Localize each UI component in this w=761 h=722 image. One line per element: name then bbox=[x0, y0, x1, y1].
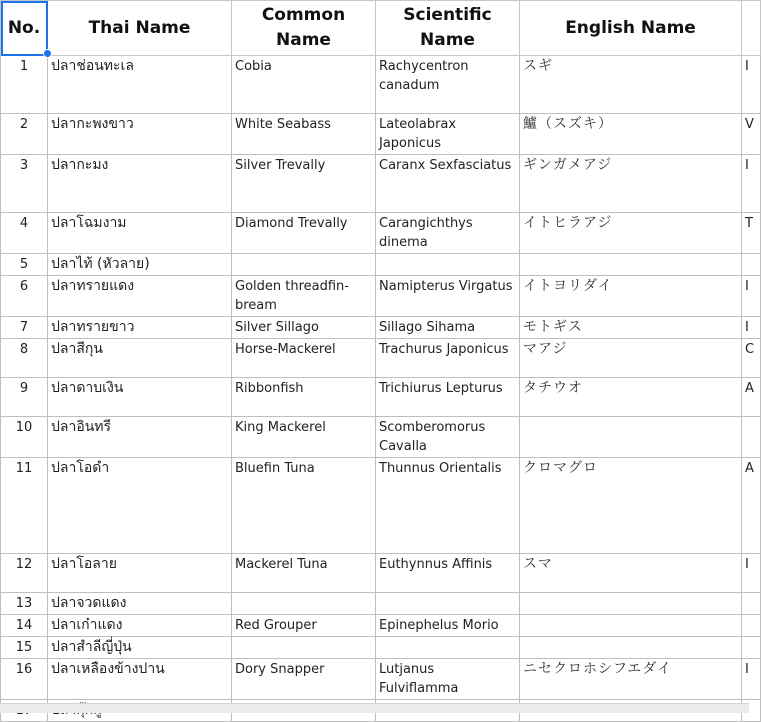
cell-no[interactable]: 3 bbox=[1, 155, 48, 213]
cell-no[interactable]: 2 bbox=[1, 114, 48, 155]
cell-extra[interactable]: I bbox=[742, 554, 761, 593]
cell-extra[interactable] bbox=[742, 254, 761, 276]
cell-no[interactable]: 16 bbox=[1, 659, 48, 700]
table-row bbox=[1, 593, 761, 615]
cell-english-name[interactable]: モトギス bbox=[520, 317, 742, 339]
cell-extra[interactable] bbox=[742, 417, 761, 458]
cell-scientific-name[interactable]: Euthynnus Affinis bbox=[376, 554, 520, 593]
cell-thai-name[interactable]: ปลาไท้ (หัวลาย) bbox=[48, 254, 232, 276]
cell-english-name[interactable] bbox=[520, 615, 742, 637]
table-row bbox=[1, 213, 761, 254]
cell-common-name[interactable] bbox=[232, 254, 376, 276]
cell-no[interactable]: 11 bbox=[1, 458, 48, 554]
cell-thai-name[interactable]: ปลาดาบเงิน bbox=[48, 378, 232, 417]
cell-english-name[interactable]: スギ bbox=[520, 56, 742, 114]
cell-english-name[interactable] bbox=[520, 417, 742, 458]
cell-english-name[interactable]: イトヨリダイ bbox=[520, 276, 742, 317]
cell-english-name[interactable]: スマ bbox=[520, 554, 742, 593]
table-row bbox=[1, 417, 761, 458]
cell-scientific-name[interactable]: Carangichthys dinema bbox=[376, 213, 520, 254]
cell-scientific-name[interactable]: Namipterus Virgatus bbox=[376, 276, 520, 317]
cell-common-name[interactable]: Diamond Trevally bbox=[232, 213, 376, 254]
table-row bbox=[1, 378, 761, 417]
cell-extra[interactable]: V bbox=[742, 114, 761, 155]
cell-scientific-name[interactable]: Rachycentron canadum bbox=[376, 56, 520, 114]
cell-no[interactable]: 15 bbox=[1, 637, 48, 659]
table-row bbox=[1, 637, 761, 659]
cell-thai-name[interactable]: ปลาช่อนทะเล bbox=[48, 56, 232, 114]
table-row bbox=[1, 339, 761, 378]
header-extra[interactable] bbox=[742, 1, 761, 56]
cell-thai-name[interactable]: ปลาอินทรี bbox=[48, 417, 232, 458]
cell-no[interactable]: 10 bbox=[1, 417, 48, 458]
cell-no[interactable]: 7 bbox=[1, 317, 48, 339]
cell-scientific-name[interactable]: Epinephelus Morio bbox=[376, 615, 520, 637]
cell-extra[interactable] bbox=[742, 593, 761, 615]
cell-thai-name[interactable]: ปลากะมง bbox=[48, 155, 232, 213]
cell-common-name[interactable]: Silver Trevally bbox=[232, 155, 376, 213]
header-english-name[interactable]: English Name bbox=[520, 1, 742, 56]
header-common-name[interactable]: Common Name bbox=[232, 1, 376, 56]
table-row bbox=[1, 615, 761, 637]
cell-scientific-name[interactable]: Thunnus Orientalis bbox=[376, 458, 520, 554]
cell-thai-name[interactable]: ปลาโอลาย bbox=[48, 554, 232, 593]
cell-english-name[interactable]: ニセクロホシフエダイ bbox=[520, 659, 742, 700]
cell-scientific-name[interactable]: Caranx Sexfasciatus bbox=[376, 155, 520, 213]
cell-common-name[interactable] bbox=[232, 637, 376, 659]
table-row bbox=[1, 56, 761, 114]
cell-no[interactable]: 8 bbox=[1, 339, 48, 378]
cell-thai-name[interactable]: ปลาทรายขาว bbox=[48, 317, 232, 339]
cell-scientific-name[interactable]: Trachurus Japonicus bbox=[376, 339, 520, 378]
table-row bbox=[1, 155, 761, 213]
cell-no[interactable]: 4 bbox=[1, 213, 48, 254]
table-row bbox=[1, 114, 761, 155]
cell-thai-name[interactable]: ปลาโฉมงาม bbox=[48, 213, 232, 254]
cell-no[interactable]: 12 bbox=[1, 554, 48, 593]
cell-no[interactable]: 14 bbox=[1, 615, 48, 637]
cell-english-name[interactable]: マアジ bbox=[520, 339, 742, 378]
cell-common-name[interactable]: Golden threadfin-bream bbox=[232, 276, 376, 317]
cell-scientific-name[interactable] bbox=[376, 637, 520, 659]
cell-scientific-name[interactable]: Lateolabrax Japonicus bbox=[376, 114, 520, 155]
cell-common-name[interactable]: Bluefin Tuna bbox=[232, 458, 376, 554]
horizontal-scrollbar[interactable] bbox=[0, 703, 749, 713]
cell-scientific-name[interactable]: Trichiurus Lepturus bbox=[376, 378, 520, 417]
cell-common-name[interactable]: Horse-Mackerel bbox=[232, 339, 376, 378]
header-no[interactable]: No. bbox=[1, 1, 48, 56]
cell-common-name[interactable] bbox=[232, 593, 376, 615]
cell-no[interactable]: 9 bbox=[1, 378, 48, 417]
cell-thai-name[interactable]: ปลาทรายแดง bbox=[48, 276, 232, 317]
selection-fill-handle[interactable] bbox=[43, 49, 52, 58]
cell-english-name[interactable] bbox=[520, 593, 742, 615]
cell-english-name[interactable]: イトヒラアジ bbox=[520, 213, 742, 254]
cell-common-name[interactable]: White Seabass bbox=[232, 114, 376, 155]
cell-no[interactable]: 13 bbox=[1, 593, 48, 615]
cell-extra[interactable]: I bbox=[742, 659, 761, 700]
cell-common-name[interactable]: Ribbonfish bbox=[232, 378, 376, 417]
header-scientific-name[interactable]: Scientific Name bbox=[376, 1, 520, 56]
cell-extra[interactable]: C bbox=[742, 339, 761, 378]
cell-scientific-name[interactable] bbox=[376, 593, 520, 615]
cell-common-name[interactable]: Mackerel Tuna bbox=[232, 554, 376, 593]
table-row bbox=[1, 458, 761, 554]
cell-extra[interactable]: I bbox=[742, 317, 761, 339]
cell-extra[interactable]: T bbox=[742, 213, 761, 254]
cell-common-name[interactable]: Silver Sillago bbox=[232, 317, 376, 339]
cell-common-name[interactable]: Red Grouper bbox=[232, 615, 376, 637]
cell-thai-name[interactable]: ปลาจวดแดง bbox=[48, 593, 232, 615]
table-row bbox=[1, 276, 761, 317]
cell-thai-name[interactable]: ปลาเหลืองข้างปาน bbox=[48, 659, 232, 700]
cell-extra[interactable]: I bbox=[742, 276, 761, 317]
cell-extra[interactable] bbox=[742, 615, 761, 637]
cell-english-name[interactable]: タチウオ bbox=[520, 378, 742, 417]
cell-no[interactable]: 5 bbox=[1, 254, 48, 276]
cell-english-name[interactable]: クロマグロ bbox=[520, 458, 742, 554]
cell-thai-name[interactable]: ปลาสีกุน bbox=[48, 339, 232, 378]
cell-english-name[interactable]: 鱸（スズキ） bbox=[520, 114, 742, 155]
cell-english-name[interactable] bbox=[520, 254, 742, 276]
cell-english-name[interactable] bbox=[520, 637, 742, 659]
cell-extra[interactable]: I bbox=[742, 56, 761, 114]
cell-scientific-name[interactable]: Scomberomorus Cavalla bbox=[376, 417, 520, 458]
cell-extra[interactable]: I bbox=[742, 155, 761, 213]
cell-extra[interactable]: A bbox=[742, 458, 761, 554]
cell-common-name[interactable]: King Mackerel bbox=[232, 417, 376, 458]
cell-no[interactable]: 6 bbox=[1, 276, 48, 317]
cell-scientific-name[interactable]: Sillago Sihama bbox=[376, 317, 520, 339]
table-row bbox=[1, 254, 761, 276]
table-row bbox=[1, 317, 761, 339]
cell-english-name[interactable]: ギンガメアジ bbox=[520, 155, 742, 213]
cell-extra[interactable]: A bbox=[742, 378, 761, 417]
cell-scientific-name[interactable]: Lutjanus Fulviflamma bbox=[376, 659, 520, 700]
cell-thai-name[interactable]: ปลาโอดำ bbox=[48, 458, 232, 554]
table-row bbox=[1, 554, 761, 593]
cell-scientific-name[interactable] bbox=[376, 254, 520, 276]
cell-thai-name[interactable]: ปลาเก๋าแดง bbox=[48, 615, 232, 637]
cell-common-name[interactable]: Dory Snapper bbox=[232, 659, 376, 700]
cell-no[interactable]: 1 bbox=[1, 56, 48, 114]
header-row bbox=[1, 1, 761, 56]
cell-common-name[interactable]: Cobia bbox=[232, 56, 376, 114]
cell-thai-name[interactable]: ปลากะพงขาว bbox=[48, 114, 232, 155]
table-row bbox=[1, 659, 761, 700]
cell-extra[interactable] bbox=[742, 637, 761, 659]
header-thai-name[interactable]: Thai Name bbox=[48, 1, 232, 56]
cell-thai-name[interactable]: ปลาสำลีญี่ปุ่น bbox=[48, 637, 232, 659]
